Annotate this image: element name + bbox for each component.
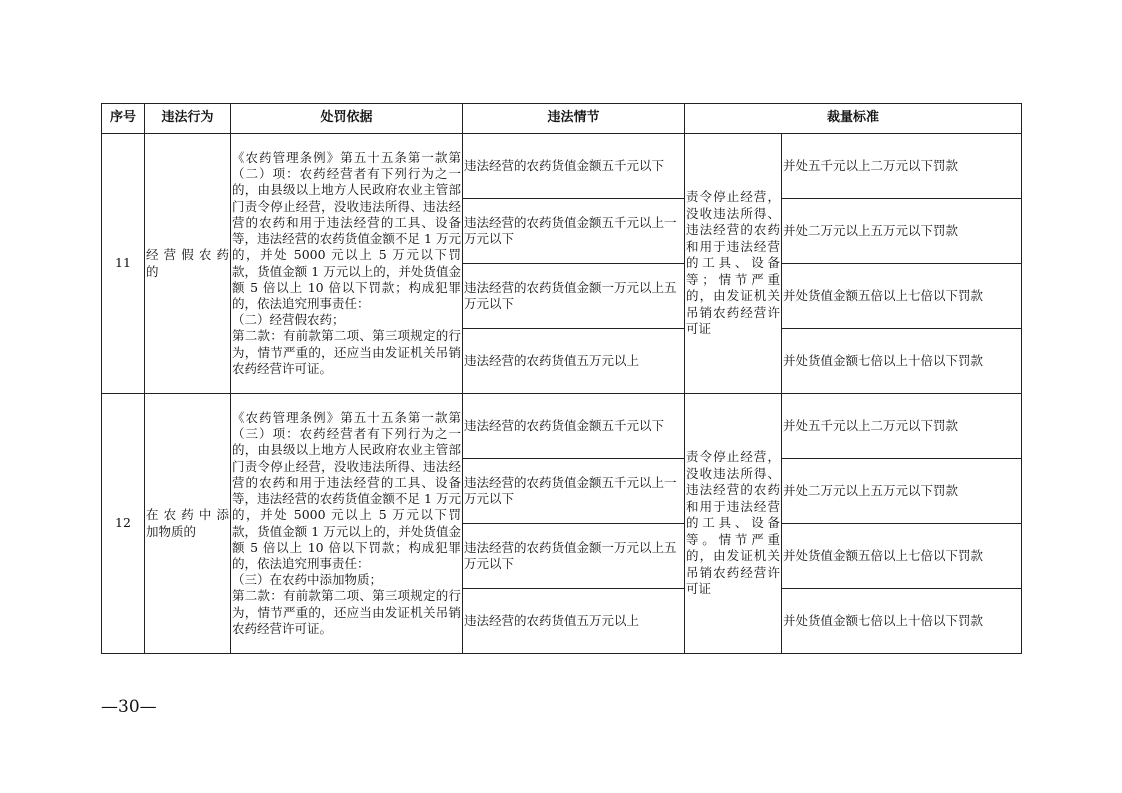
row-circumstance: 违法经营的农药货值金额五千元以下 bbox=[463, 394, 685, 459]
header-discretion-standard: 裁量标准 bbox=[685, 104, 1022, 134]
row-circumstance: 违法经营的农药货值五万元以上 bbox=[463, 329, 685, 394]
row-standard: 并处货值金额七倍以上十倍以下罚款 bbox=[782, 329, 1022, 394]
row-measure: 责令停止经营，没收违法所得、违法经营的农药和用于违法经营的工具、设备等。情节严重的，由发证机关吊销农药经营许可证 bbox=[685, 394, 782, 654]
table-header-row bbox=[102, 104, 1022, 134]
header-violation: 违法行为 bbox=[145, 104, 231, 134]
row-standard: 并处五千元以上二万元以下罚款 bbox=[782, 394, 1022, 459]
row-legal-basis: 《农药管理条例》第五十五条第一款第（三）项：农药经营者有下列行为之一的，由县级以上地方人民政府农业主管部门责令停止经营，没收违法所得、违法经营的农药和用于违法经营的工具、设备等，违法经营的农药货值金额不足 1 万元的，并处 5000 元以上 5 万元以下罚款，货值金额 1 万元以上的，并处货值金额 5 倍以上 10 倍以下罚款；构成犯罪的，依法追究刑事责任： （三）在农药中添加物质； 第二款：有前款第二项、第三项规定的行为，情节严重的，还应当由发证机关吊销农药经营许可证。 bbox=[231, 394, 463, 654]
table-row bbox=[102, 394, 1022, 459]
row-circumstance: 违法经营的农药货值金额五千元以上一万元以下 bbox=[463, 459, 685, 524]
row-standard: 并处货值金额五倍以上七倍以下罚款 bbox=[782, 524, 1022, 589]
row-violation bbox=[145, 134, 231, 394]
row-legal-basis: 《农药管理条例》第五十五条第一款第（二）项：农药经营者有下列行为之一的，由县级以上地方人民政府农业主管部门责令停止经营，没收违法所得、违法经营的农药和用于违法经营的工具、设备等，违法经营的农药货值金额不足 1 万元的，并处 5000 元以上 5 万元以下罚款，货值金额 1 万元以上的，并处货值金额 5 倍以上 10 倍以下罚款；构成犯罪的，依法追究刑事责任： （二）经营假农药； 第二款：有前款第二项、第三项规定的行为，情节严重的，还应当由发证机关吊销农药经营许可证。 bbox=[231, 134, 463, 394]
header-seq: 序号 bbox=[102, 104, 145, 134]
penalty-discretion-table bbox=[101, 103, 1022, 654]
row-circumstance: 违法经营的农药货值五万元以上 bbox=[463, 589, 685, 654]
row-circumstance: 违法经营的农药货值金额五千元以下 bbox=[463, 134, 685, 199]
row-measure: 责令停止经营，没收违法所得、违法经营的农药和用于违法经营的工具、设备等；情节严重的，由发证机关吊销农药经营许可证 bbox=[685, 134, 782, 394]
row-seq: 12 bbox=[102, 394, 145, 654]
row-circumstance: 违法经营的农药货值金额五千元以上一万元以下 bbox=[463, 199, 685, 264]
row-standard: 并处货值金额七倍以上十倍以下罚款 bbox=[782, 589, 1022, 654]
row-standard: 并处五千元以上二万元以下罚款 bbox=[782, 134, 1022, 199]
violation-line: 经营假农药 bbox=[146, 247, 229, 263]
violation-line: 的 bbox=[146, 263, 159, 279]
violation-line: 加物质的 bbox=[146, 523, 197, 539]
row-violation bbox=[145, 394, 231, 654]
row-standard: 并处二万元以上五万元以下罚款 bbox=[782, 199, 1022, 264]
table-row bbox=[102, 134, 1022, 199]
page-number: —30— bbox=[101, 697, 157, 717]
row-seq: 11 bbox=[102, 134, 145, 394]
row-circumstance: 违法经营的农药货值金额一万元以上五万元以下 bbox=[463, 264, 685, 329]
row-circumstance: 违法经营的农药货值金额一万元以上五万元以下 bbox=[463, 524, 685, 589]
violation-line: 在农药中添 bbox=[146, 507, 229, 523]
row-standard: 并处二万元以上五万元以下罚款 bbox=[782, 459, 1022, 524]
header-legal-basis: 处罚依据 bbox=[231, 104, 463, 134]
row-standard: 并处货值金额五倍以上七倍以下罚款 bbox=[782, 264, 1022, 329]
header-circumstances: 违法情节 bbox=[463, 104, 685, 134]
